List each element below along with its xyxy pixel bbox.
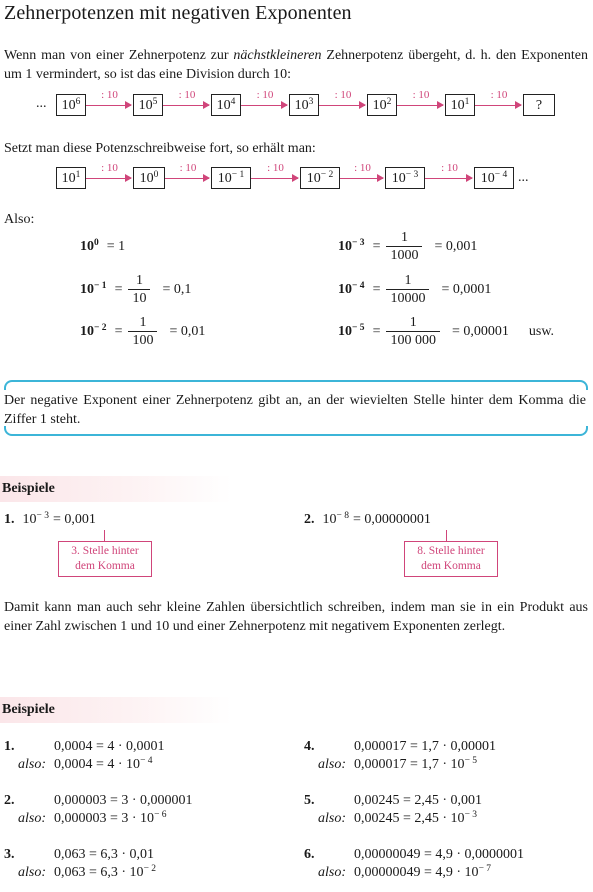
equation-row (338, 227, 477, 267)
division-arrow (475, 105, 521, 106)
division-label: : 10 (267, 162, 284, 174)
division-label: : 10 (101, 162, 118, 174)
fraction-numerator: 1 (139, 315, 147, 330)
fraction-denominator: 10 (128, 289, 150, 307)
equation-exponent: − 2 (94, 322, 107, 333)
example-row (4, 847, 289, 887)
power-base: 10 (217, 171, 232, 186)
also-label: also: (318, 865, 346, 880)
equation-lhs (338, 282, 365, 298)
division-arrow (251, 178, 298, 179)
equation-row (80, 227, 125, 267)
example-row (4, 793, 289, 833)
digit-position-note (404, 541, 498, 577)
fraction-numerator: 1 (400, 230, 408, 245)
division-label: : 10 (256, 89, 274, 101)
power-box (211, 167, 251, 189)
division-arrow (86, 105, 131, 106)
also-label: also: (18, 811, 46, 826)
examples-header-2: Beispiele (0, 697, 232, 723)
equation-equals: = 1 (106, 239, 126, 254)
example-number: 1. (4, 512, 15, 527)
power-exponent: 1 (75, 169, 81, 180)
example-base: 10 (322, 512, 337, 527)
equation-base: 10 (338, 282, 352, 297)
power-base: ? (535, 98, 543, 113)
fraction-denominator: 100 (128, 331, 157, 349)
example-line-1: 0,0004 = 4 · 0,0001 (54, 739, 165, 754)
equation-base: 10 (80, 282, 94, 297)
division-label: : 10 (178, 89, 196, 101)
division-label: : 10 (441, 162, 458, 174)
also-label: also: (318, 811, 346, 826)
equation-equals: = (372, 282, 381, 297)
power-base: 10 (391, 171, 406, 186)
example-line-2 (54, 811, 167, 827)
example-line-2 (354, 865, 491, 881)
power-exponent: − 4 (494, 169, 508, 180)
example-line-1: 0,000017 = 1,7 · 0,00001 (354, 739, 497, 754)
power-base: 10 (61, 171, 76, 186)
intro-text-2: Zehnerpotenz übergeht, d. h. den Exponenten um 1 vermindert, so ist das eine Division durch 10: (4, 48, 588, 82)
division-arrow (319, 105, 365, 106)
equation-result: = 0,0001 (441, 282, 492, 297)
division-label: : 10 (412, 89, 430, 101)
example-line-2-exponent: − 4 (140, 755, 153, 766)
power-base: 10 (306, 171, 321, 186)
example-row (4, 739, 289, 779)
power-box (133, 167, 165, 189)
equation-result: = 0,01 (169, 324, 206, 339)
division-arrow (86, 178, 131, 179)
equation-result: = 0,001 (434, 239, 478, 254)
also-label: also: (18, 757, 46, 772)
intro-text-1: Wenn man von einer Zehnerpotenz zur (4, 48, 234, 63)
fraction (128, 273, 150, 307)
power-base: 10 (372, 98, 387, 113)
example-line-1: 0,00245 = 2,45 · 0,001 (354, 793, 483, 808)
example-item (304, 512, 431, 528)
equation-equals: = (372, 239, 381, 254)
also-label: also: (18, 865, 46, 880)
power-exponent: 3 (308, 96, 314, 107)
power-chain-negative (0, 160, 593, 200)
example-line-2-exponent: − 5 (464, 755, 478, 766)
equation-row (338, 270, 491, 310)
equation-exponent: 0 (94, 237, 99, 248)
example-row (304, 739, 589, 779)
power-exponent: − 3 (405, 169, 419, 180)
power-box (300, 167, 340, 189)
example-line-1: 0,063 = 6,3 · 0,01 (54, 847, 155, 862)
power-exponent: − 1 (231, 169, 245, 180)
example-row (304, 847, 589, 887)
power-exponent: 1 (464, 96, 470, 107)
fraction (386, 315, 440, 349)
example-value: = 0,00000001 (353, 512, 431, 527)
equation-base: 10 (80, 239, 94, 254)
equation-lhs (338, 239, 365, 255)
example-line-2-main: 0,0004 = 4 · 10 (54, 757, 141, 772)
equation-base: 10 (338, 239, 352, 254)
power-box (367, 94, 397, 116)
power-base: 10 (216, 98, 231, 113)
also-label: also: (318, 757, 346, 772)
example-exponent: − 3 (36, 510, 50, 521)
equation-equals: = (114, 282, 123, 297)
power-box (474, 167, 514, 189)
intro-paragraph (4, 46, 588, 84)
equation-equals: = (372, 324, 381, 339)
power-chain-decreasing (0, 86, 593, 126)
example-line-2-exponent: − 7 (478, 863, 492, 874)
example-line-2-main: 0,063 = 6,3 · 10 (54, 865, 144, 880)
also-label: Also: (4, 212, 35, 227)
page-title: Zehnerpotenzen mit negativen Exponenten (4, 2, 352, 24)
example-line-2-main: 0,00245 = 2,45 · 10 (354, 811, 465, 826)
equation-equals: = (114, 324, 123, 339)
power-exponent: 5 (152, 96, 158, 107)
rule-bracket-top (4, 380, 588, 390)
division-label: : 10 (101, 89, 118, 101)
intro-emphasis: nächstkleineren (233, 48, 322, 63)
fraction-denominator: 1000 (386, 246, 422, 264)
division-arrow (163, 105, 209, 106)
equation-lhs (338, 324, 365, 340)
rule-text: Der negative Exponent einer Zehnerpotenz gibt an, an der wievielten Stelle hinter dem Komma die Ziffer 1 steht. (4, 393, 586, 427)
example-line-2-exponent: − 6 (154, 809, 167, 820)
note-line-2: dem Komma (421, 560, 481, 572)
chain-suffix-dots: ... (518, 170, 529, 185)
example-base: 10 (22, 512, 37, 527)
equation-lhs (80, 324, 107, 340)
power-base: 10 (294, 98, 309, 113)
example-number: 4. (304, 739, 315, 754)
power-exponent: 6 (75, 96, 81, 107)
example-line-2-main: 0,00000049 = 4,9 · 10 (354, 865, 479, 880)
power-box (211, 94, 241, 116)
example-line-2 (54, 757, 153, 773)
example-number: 2. (304, 512, 315, 527)
division-label: : 10 (334, 89, 352, 101)
power-base: 10 (138, 98, 153, 113)
example-line-2 (354, 811, 477, 827)
example-number: 6. (304, 847, 315, 862)
example-number: 2. (4, 793, 15, 808)
note-line-2: dem Komma (75, 560, 135, 572)
equation-lhs (80, 282, 107, 298)
fraction-denominator: 10000 (386, 289, 429, 307)
equation-base: 10 (80, 324, 94, 339)
power-box (56, 94, 86, 116)
note-line-1: 3. Stelle hinter (71, 545, 139, 557)
power-box (56, 167, 86, 189)
fraction-numerator: 1 (404, 273, 412, 288)
explanation-paragraph: Damit kann man auch sehr kleine Zahlen übersichtlich schreiben, indem man sie in ein Produkt aus einer Zahl zwischen 1 und 10 und einer Zehnerpotenz mit negativem Exponenten zerlegt. (4, 600, 588, 634)
division-arrow (165, 178, 209, 179)
equation-tail: usw. (528, 324, 555, 339)
power-box (133, 94, 163, 116)
fraction-numerator: 1 (409, 315, 417, 330)
equation-exponent: − 1 (94, 280, 107, 291)
example-line-1: 0,00000049 = 4,9 · 0,0000001 (354, 847, 525, 862)
example-number: 3. (4, 847, 15, 862)
rule-box (4, 380, 586, 436)
example-number: 1. (4, 739, 15, 754)
example-line-2 (54, 865, 156, 881)
example-item (4, 512, 96, 528)
fraction (386, 273, 429, 307)
equation-result: = 0,1 (162, 282, 192, 297)
digit-position-note (58, 541, 152, 577)
power-exponent: 0 (153, 169, 159, 180)
equation-exponent: − 5 (352, 322, 365, 333)
division-label: : 10 (354, 162, 371, 174)
note-line-1: 8. Stelle hinter (417, 545, 485, 557)
division-arrow (241, 105, 287, 106)
example-line-2-main: 0,000017 = 1,7 · 10 (354, 757, 465, 772)
power-exponent: − 2 (320, 169, 334, 180)
equation-exponent: − 3 (352, 237, 365, 248)
power-base: 10 (480, 171, 495, 186)
example-number: 5. (304, 793, 315, 808)
example-line-2 (354, 757, 477, 773)
fraction (128, 315, 157, 349)
division-label: : 10 (490, 89, 508, 101)
example-line-2-exponent: − 3 (464, 809, 478, 820)
power-base: 10 (450, 98, 465, 113)
power-exponent: 4 (230, 96, 236, 107)
equation-result: = 0,00001 (451, 324, 509, 339)
fraction-numerator: 1 (135, 273, 143, 288)
division-arrow (340, 178, 383, 179)
example-row (304, 793, 589, 833)
division-arrow (425, 178, 472, 179)
division-label: : 10 (179, 162, 197, 174)
power-box (523, 94, 555, 116)
example-line-2-main: 0,000003 = 3 · 10 (54, 811, 155, 826)
power-exponent: 2 (386, 96, 392, 107)
equation-row (80, 312, 205, 352)
equation-base: 10 (338, 324, 352, 339)
power-base: 10 (61, 98, 76, 113)
example-exponent: − 8 (336, 510, 350, 521)
fraction (386, 230, 422, 264)
power-box (445, 94, 475, 116)
continue-text: Setzt man diese Potenzschreibweise fort, so erhält man: (4, 141, 316, 156)
power-box (385, 167, 425, 189)
power-base: 10 (139, 171, 154, 186)
example-line-1: 0,000003 = 3 · 0,000001 (54, 793, 193, 808)
equation-row (338, 312, 554, 352)
example-value: = 0,001 (53, 512, 96, 527)
chain-prefix-dots: ... (36, 96, 47, 111)
example-line-2-exponent: − 2 (143, 863, 157, 874)
power-box (289, 94, 319, 116)
division-arrow (397, 105, 443, 106)
examples-header-1: Beispiele (0, 476, 232, 502)
equation-row (80, 270, 191, 310)
fraction-denominator: 100 000 (386, 331, 440, 349)
equation-lhs (80, 239, 99, 255)
equation-exponent: − 4 (352, 280, 365, 291)
